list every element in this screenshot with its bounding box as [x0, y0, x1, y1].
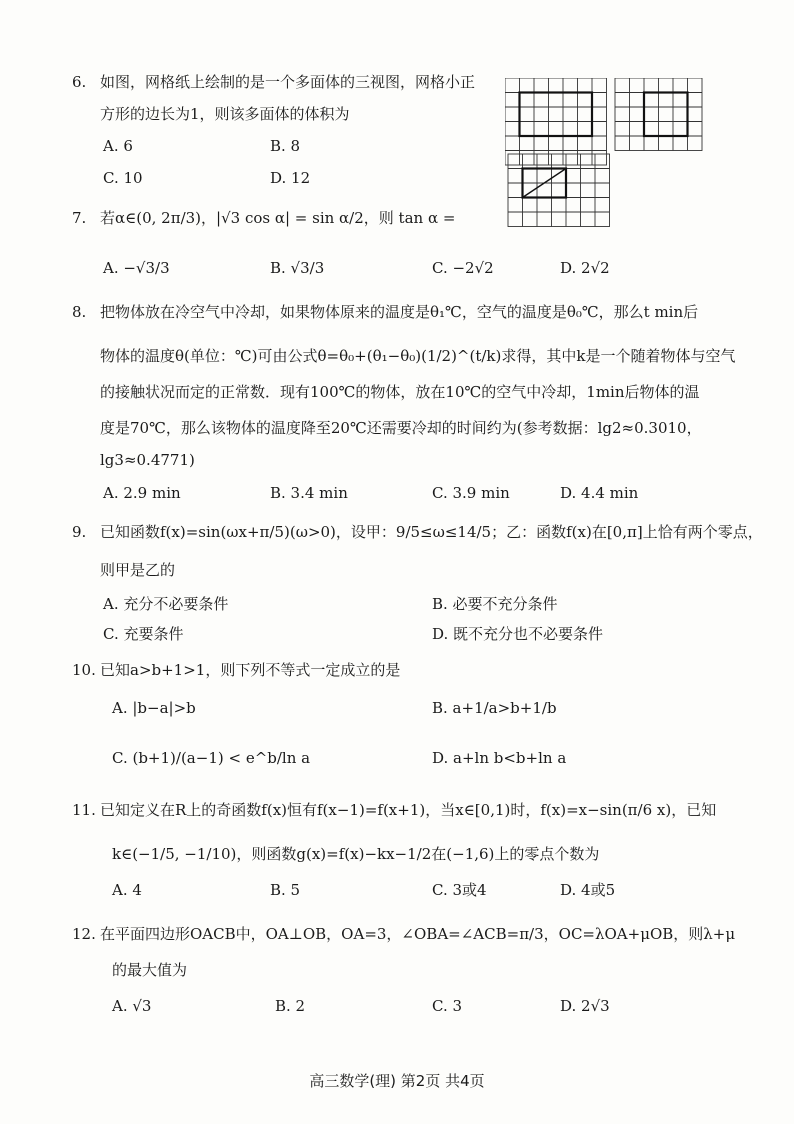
q10-option-b: B. a+1/a>b+1/b [432, 699, 557, 717]
q9-line-1 [72, 522, 763, 542]
q9-number: 9. [72, 523, 87, 541]
q6-option-b: B. 8 [270, 137, 301, 155]
q11-line-2: k∈(−1/5, −1/10)，则函数g(x)=f(x)−kx−1/2在(−1,6)上的零点个数为 [112, 845, 600, 863]
q12-option-a: A. √3 [112, 997, 152, 1015]
q11-text-1: 已知定义在R上的奇函数f(x)恒有f(x−1)=f(x+1)，当x∈[0,1)时，f(x)=x−sin(π/6 x)，已知 [100, 801, 717, 819]
q6-text-1: 如图，网格纸上绘制的是一个多面体的三视图，网格小正 [100, 73, 476, 91]
q12-option-c: C. 3 [432, 997, 463, 1015]
front-view [505, 78, 607, 165]
q8-option-d: D. 4.4 min [560, 484, 639, 502]
page-footer: 高三数学(理) 第2页 共4页 [309, 1072, 485, 1090]
q10-option-c: C. (b+1)/(a−1) < e^b/ln a [112, 749, 311, 767]
q7-text-1: 若α∈(0, 2π/3)，|√3 cos α| = sin α/2，则 tan α = [100, 209, 456, 227]
q8-line-3: 的接触状况而定的正常数．现有100℃的物体，放在10℃的空气中冷却，1min后物体的温 [100, 383, 700, 401]
q8-number: 8. [72, 303, 87, 321]
q6-line-1 [72, 72, 475, 92]
q8-option-c: C. 3.9 min [432, 484, 510, 502]
q12-line-1 [72, 924, 735, 944]
q11-option-c: C. 3或4 [432, 881, 487, 899]
q12-text-1: 在平面四边形OACB中，OA⊥OB，OA=3，∠OBA=∠ACB=π/3，OC=λOA+μOB，则λ+μ [100, 925, 736, 943]
q11-option-a: A. 4 [112, 881, 142, 899]
q7-option-b: B. √3/3 [270, 259, 325, 277]
q8-line-4: 度是70℃，那么该物体的温度降至20℃还需要冷却的时间约为(参考数据：lg2≈0.3010， [100, 419, 702, 437]
q10-number: 10. [72, 661, 96, 679]
q10-text-1: 已知a>b+1>1，则下列不等式一定成立的是 [100, 661, 401, 679]
three-view-figure [505, 78, 705, 230]
q8-text-1: 把物体放在冷空气中冷却，如果物体原来的温度是θ₁℃，空气的温度是θ₀℃，那么t min后 [100, 303, 699, 321]
q12-option-d: D. 2√3 [560, 997, 610, 1015]
q9-text-1: 已知函数f(x)=sin(ωx+π/5)(ω>0)，设甲：9/5≤ω≤14/5；乙：函数f(x)在[0,π]上恰有两个零点， [100, 523, 763, 541]
q12-line-2: 的最大值为 [112, 961, 188, 979]
q10-option-a: A. |b−a|>b [112, 699, 196, 717]
q6-line-2: 方形的边长为1，则该多面体的体积为 [100, 105, 350, 123]
q7-option-c: C. −2√2 [432, 259, 494, 277]
q7-line-1 [72, 208, 455, 228]
q12-option-b: B. 2 [275, 997, 306, 1015]
q6-number: 6. [72, 73, 87, 91]
q11-number: 11. [72, 801, 96, 819]
side-view [615, 78, 702, 151]
q11-option-b: B. 5 [270, 881, 301, 899]
q10-line-1 [72, 660, 400, 680]
q8-line-1 [72, 302, 698, 322]
q9-line-2: 则甲是乙的 [100, 561, 176, 579]
q7-option-a: A. −√3/3 [103, 259, 170, 277]
q9-option-a: A. 充分不必要条件 [103, 595, 229, 613]
q9-option-c: C. 充要条件 [103, 625, 184, 643]
q7-option-d: D. 2√2 [560, 259, 610, 277]
q11-line-1 [72, 800, 716, 820]
q9-option-b: B. 必要不充分条件 [432, 595, 558, 613]
q6-option-c: C. 10 [103, 169, 143, 187]
q12-number: 12. [72, 925, 96, 943]
q9-option-d: D. 既不充分也不必要条件 [432, 625, 604, 643]
q6-option-d: D. 12 [270, 169, 311, 187]
q8-line-5: lg3≈0.4771) [100, 451, 195, 469]
q7-number: 7. [72, 209, 87, 227]
q8-option-a: A. 2.9 min [103, 484, 181, 502]
q8-line-2: 物体的温度θ(单位：℃)可由公式θ=θ₀+(θ₁−θ₀)(1/2)^(t/k)求得，其中k是一个随着物体与空气 [100, 347, 736, 365]
q11-option-d: D. 4或5 [560, 881, 616, 899]
q10-option-d: D. a+ln b<b+ln a [432, 749, 567, 767]
q6-option-a: A. 6 [103, 137, 133, 155]
q8-option-b: B. 3.4 min [270, 484, 348, 502]
